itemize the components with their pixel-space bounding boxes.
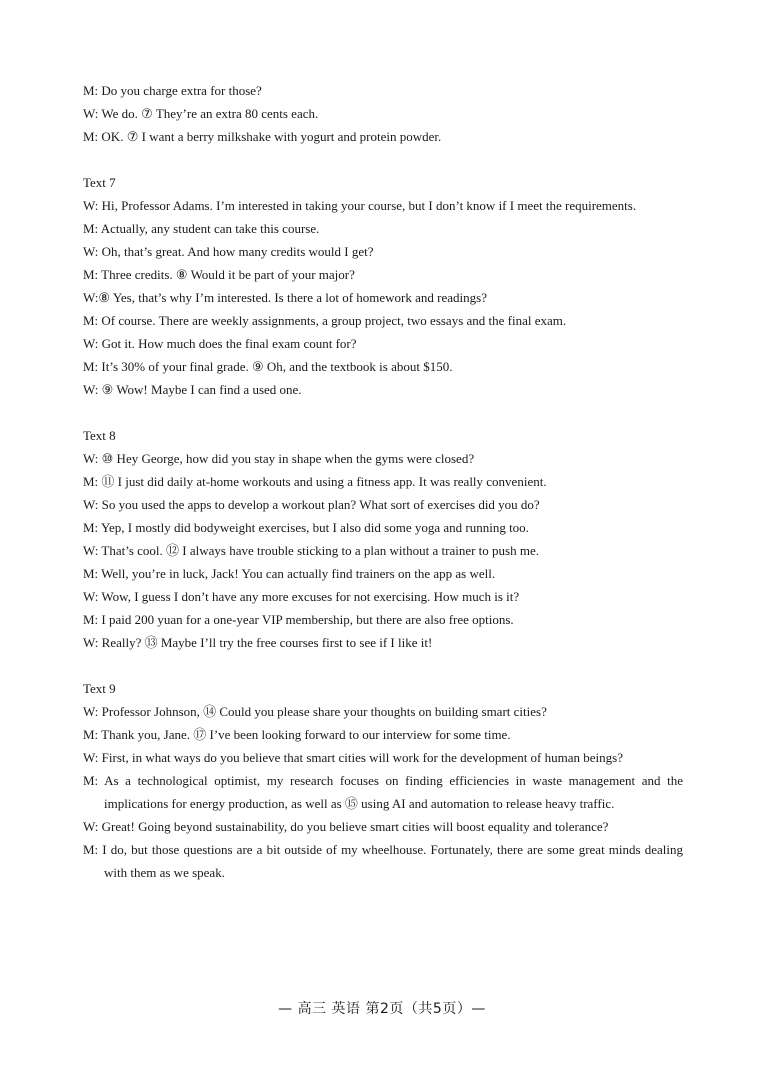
section-title-text7: Text 7 xyxy=(83,175,116,190)
dialogue-line: M: Actually, any student can take this course. xyxy=(83,221,320,236)
section-title-text8: Text 8 xyxy=(83,428,116,443)
dialogue-line: W: Wow, I guess I don’t have any more excuses for not exercising. How much is it? xyxy=(83,589,520,604)
dialogue-line: W: Oh, that’s great. And how many credits would I get? xyxy=(83,244,374,259)
dialogue-line: M: OK. ⑦ I want a berry milkshake with yogurt and protein powder. xyxy=(83,129,442,144)
section-gap xyxy=(83,654,683,677)
section-gap xyxy=(83,401,683,424)
dialogue-line: M: I paid 200 yuan for a one-year VIP membership, but there are also free options. xyxy=(83,612,514,627)
dialogue-line: M: Yep, I mostly did bodyweight exercises, but I also did some yoga and running too. xyxy=(83,520,529,535)
section-title-text9: Text 9 xyxy=(83,681,116,696)
dialogue-line: W: Great! Going beyond sustainability, do you believe smart cities will boost equality and tolerance? xyxy=(83,819,609,834)
dialogue-line: M: Thank you, Jane. ⑰ I’ve been looking forward to our interview for some time. xyxy=(83,727,511,742)
dialogue-line: W: ⑨ Wow! Maybe I can find a used one. xyxy=(83,382,302,397)
dialogue-line: W: ⑩ Hey George, how did you stay in shape when the gyms were closed? xyxy=(83,451,475,466)
dialogue-line: W: We do. ⑦ They’re an extra 80 cents each. xyxy=(83,106,319,121)
page-footer: — 高三 英语 第2页（共5页）— xyxy=(278,1001,486,1017)
section-gap xyxy=(83,148,683,171)
dialogue-line: M: ⑪ I just did daily at-home workouts and using a fitness app. It was really convenient. xyxy=(83,474,547,489)
dialogue-line: M: As a technological optimist, my research focuses on finding efficiencies in waste management and the implications for energy production, as well as ⑮ using AI and automation to release heavy traffic. xyxy=(83,773,683,811)
dialogue-line: W: First, in what ways do you believe that smart cities will work for the development of human beings? xyxy=(83,750,623,765)
document-page xyxy=(83,79,683,884)
dialogue-line: M: Of course. There are weekly assignments, a group project, two essays and the final exam. xyxy=(83,313,567,328)
dialogue-line: M: Three credits. ⑧ Would it be part of your major? xyxy=(83,267,355,282)
dialogue-line: W:⑧ Yes, that’s why I’m interested. Is there a lot of homework and readings? xyxy=(83,290,487,305)
dialogue-line: M: Do you charge extra for those? xyxy=(83,83,262,98)
dialogue-line: W: Really? ⑬ Maybe I’ll try the free courses first to see if I like it! xyxy=(83,635,433,650)
dialogue-line: W: Professor Johnson, ⑭ Could you please share your thoughts on building smart cities? xyxy=(83,704,547,719)
dialogue-line: W: Hi, Professor Adams. I’m interested in taking your course, but I don’t know if I meet the requirements. xyxy=(83,198,637,213)
dialogue-line: M: I do, but those questions are a bit outside of my wheelhouse. Fortunately, there are some great minds dealing with them as we speak. xyxy=(83,842,683,880)
dialogue-line: M: It’s 30% of your final grade. ⑨ Oh, and the textbook is about $150. xyxy=(83,359,453,374)
dialogue-line: W: That’s cool. ⑫ I always have trouble sticking to a plan without a trainer to push me. xyxy=(83,543,539,558)
dialogue-line: W: So you used the apps to develop a workout plan? What sort of exercises did you do? xyxy=(83,497,540,512)
dialogue-line: W: Got it. How much does the final exam count for? xyxy=(83,336,357,351)
dialogue-line: M: Well, you’re in luck, Jack! You can actually find trainers on the app as well. xyxy=(83,566,496,581)
